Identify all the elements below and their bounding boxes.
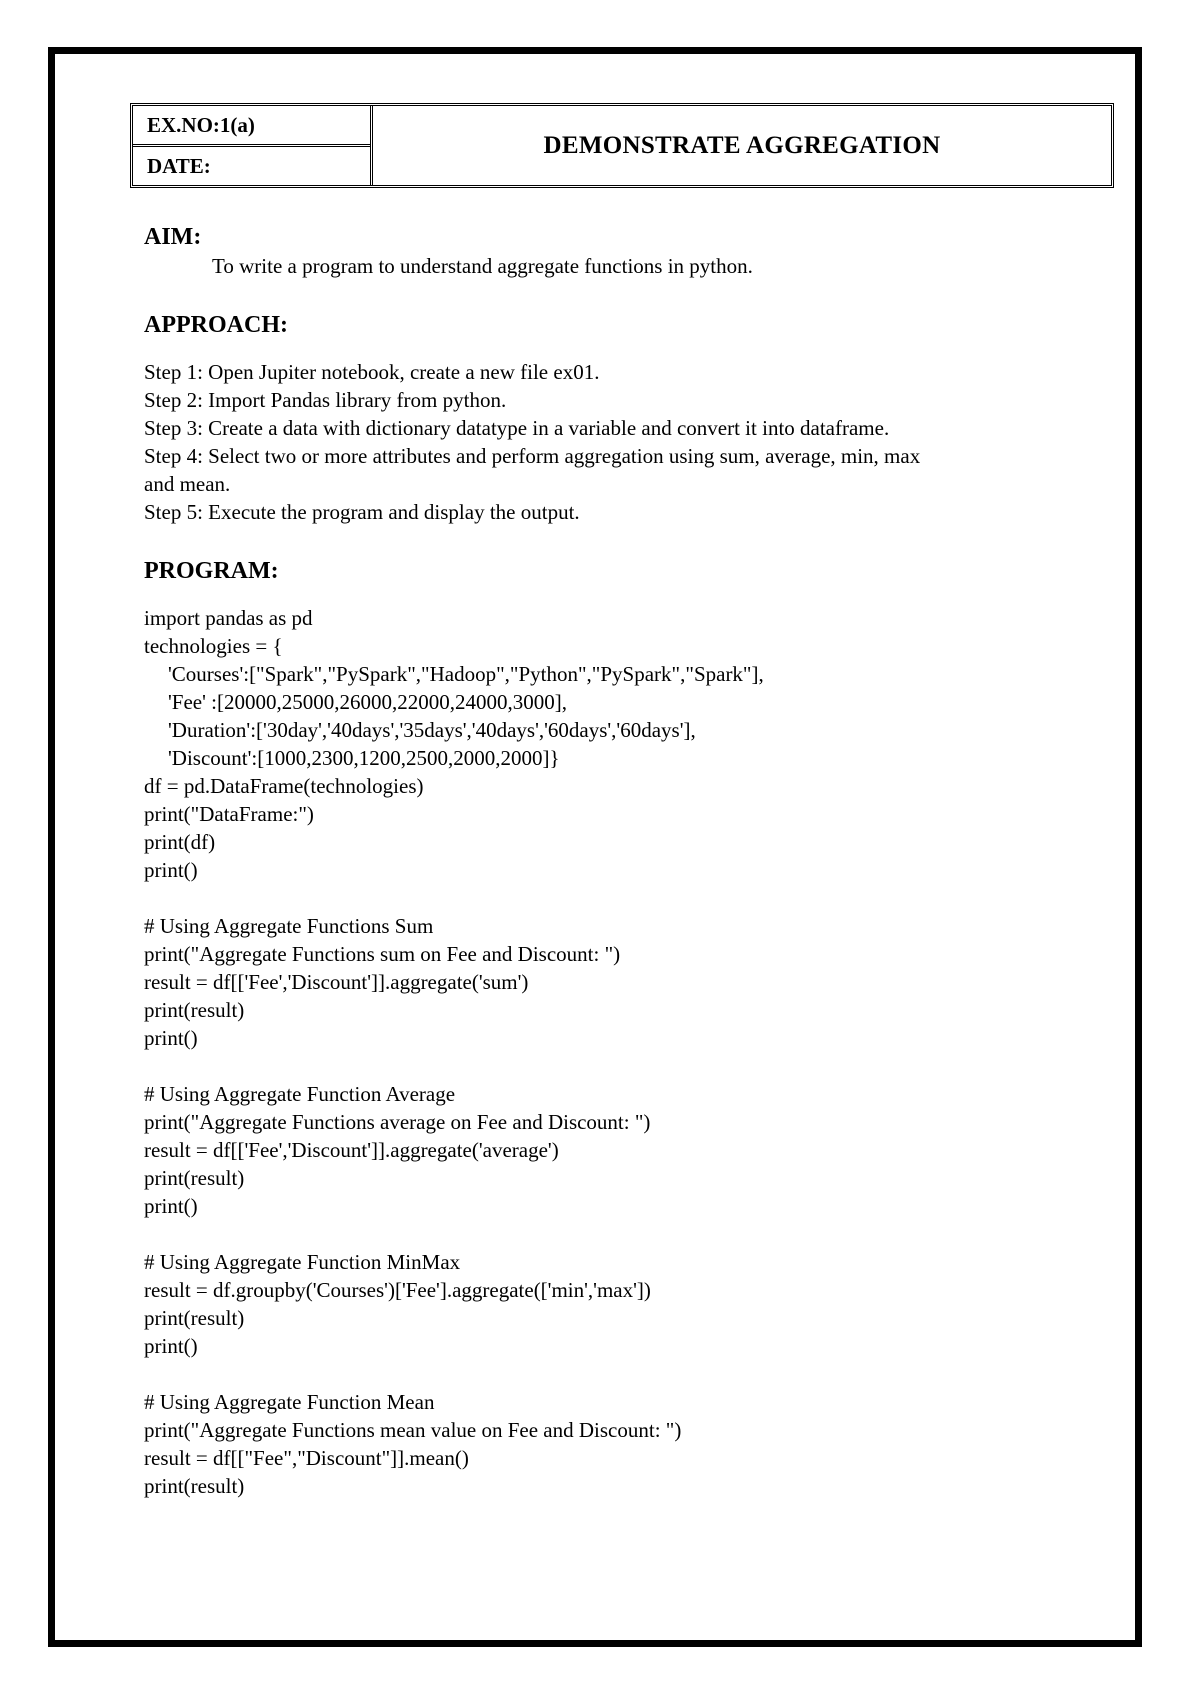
header-left-column [133,106,373,185]
step-line: and mean. [144,472,231,496]
code-gap [144,884,1074,912]
code-comment: # Using Aggregate Function MinMax [144,1250,461,1274]
code-comment: # Using Aggregate Functions Sum [144,914,434,938]
code-line: print("Aggregate Functions mean value on Fee and Discount: ") [144,1418,682,1442]
code-gap [144,1052,1074,1080]
code-line: 'Fee' :[20000,25000,26000,22000,24000,3000], [168,690,567,714]
code-line: result = df.groupby('Courses')['Fee'].aggregate(['min','max']) [144,1278,651,1302]
code-line: technologies = { [144,634,283,658]
code-line: print("Aggregate Functions sum on Fee and Discount: ") [144,942,621,966]
step-line: Step 3: Create a data with dictionary datatype in a variable and convert it into dataframe. [144,416,890,440]
program-code [144,604,1074,1500]
code-gap [144,1220,1074,1248]
code-line: print() [144,1194,198,1218]
document-title: DEMONSTRATE AGGREGATION [543,131,941,159]
code-line: 'Courses':["Spark","PySpark","Hadoop","Python","PySpark","Spark"], [168,662,764,686]
code-line: print() [144,1334,198,1358]
aim-text: To write a program to understand aggregate functions in python. [212,254,753,278]
exercise-number: EX.NO:1(a) [133,106,370,147]
code-comment: # Using Aggregate Function Mean [144,1390,435,1414]
date-label: DATE: [147,153,211,178]
code-line: result = df[['Fee','Discount']].aggregate('sum') [144,970,529,994]
code-line: 'Discount':[1000,2300,1200,2500,2000,2000]} [168,746,560,770]
header-table [130,103,1114,188]
code-line: print() [144,858,198,882]
approach-steps [144,358,1074,526]
code-line: result = df[['Fee','Discount']].aggregate('average') [144,1138,559,1162]
code-line: print(result) [144,998,245,1022]
code-line: 'Duration':['30day','40days','35days','40days','60days','60days'], [168,718,696,742]
code-line: print() [144,1026,198,1050]
code-gap [144,1360,1074,1388]
step-line: Step 4: Select two or more attributes and perform aggregation using sum, average, min, max [144,444,921,468]
step-line: Step 1: Open Jupiter notebook, create a new file ex01. [144,360,600,384]
code-line: print(df) [144,830,216,854]
program-heading: PROGRAM: [144,558,279,584]
code-line: df = pd.DataFrame(technologies) [144,774,424,798]
code-line: result = df[["Fee","Discount"]].mean() [144,1446,469,1470]
aim-heading: AIM: [144,224,202,250]
code-line: print(result) [144,1474,245,1498]
step-line: Step 2: Import Pandas library from python. [144,388,507,412]
code-line: print("DataFrame:") [144,802,314,826]
code-line: print(result) [144,1166,245,1190]
step-line: Step 5: Execute the program and display the output. [144,500,580,524]
code-line: print(result) [144,1306,245,1330]
document-content [144,222,1074,1500]
code-comment: # Using Aggregate Function Average [144,1082,456,1106]
approach-heading: APPROACH: [144,312,288,338]
code-line: print("Aggregate Functions average on Fee and Discount: ") [144,1110,651,1134]
code-line: import pandas as pd [144,606,313,630]
